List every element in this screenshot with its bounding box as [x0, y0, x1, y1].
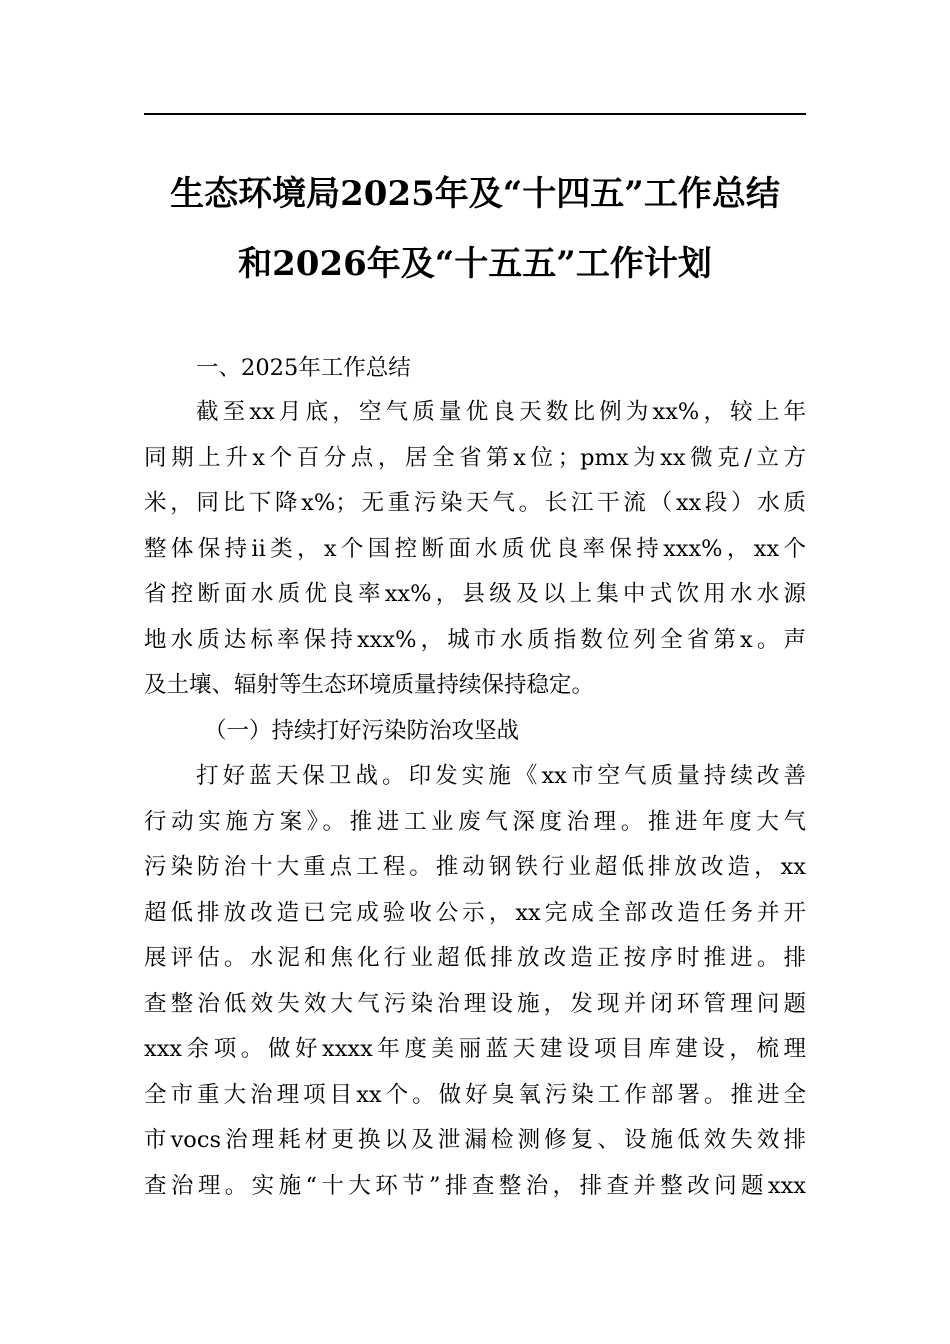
paragraph-line: 米，同比下降x%；无重污染天气。长江干流（xx段）水质 [144, 490, 806, 516]
section-heading: 一、2025年工作总结 [196, 355, 411, 381]
paragraph-line: 省控断面水质优良率xx%，县级及以上集中式饮用水水源 [144, 581, 806, 607]
paragraph-line: 展评估。水泥和焦化行业超低排放改造正按序时推进。排 [144, 945, 806, 971]
paragraph-line: 查整治低效失效大气污染治理设施，发现并闭环管理问题 [144, 990, 806, 1017]
paragraph-line: 同期上升x个百分点，居全省第x位；pmx为xx微克/立方 [144, 444, 806, 471]
document-body [144, 390, 806, 1209]
document-title-line-1: 生态环境局2025年及“十四五”工作总结 [170, 174, 780, 214]
document-title-line-2: 和2026年及“十五五”工作计划 [238, 244, 712, 284]
paragraph-line: 整体保持ii类，x个国控断面水质优良率保持xxx%，xx个 [144, 535, 806, 562]
header-rule [144, 113, 806, 115]
paragraph-line: 超低排放改造已完成验收公示，xx完成全部改造任务并开 [144, 899, 806, 926]
paragraph-line: 地水质达标率保持xxx%，城市水质指数位列全省第x。声 [144, 626, 806, 653]
paragraph-line: 截至xx月底，空气质量优良天数比例为xx%，较上年 [196, 399, 806, 425]
paragraph-line: 污染防治十大重点工程。推动钢铁行业超低排放改造，xx [144, 854, 806, 880]
paragraph-line: 行动实施方案》。推进工业废气深度治理。推进年度大气 [144, 808, 806, 835]
paragraph-line: 打好蓝天保卫战。印发实施《xx市空气质量持续改善 [196, 763, 806, 789]
paragraph-line: 及土壤、辐射等生态环境质量持续保持稳定。 [144, 672, 595, 698]
paragraph-line: 全市重大治理项目xx个。做好臭氧污染工作部署。推进全 [144, 1081, 806, 1108]
subsection-heading: （一）持续打好污染防治攻坚战 [204, 717, 520, 744]
paragraph-line: 查治理。实施“十大环节”排查整治，排查并整改问题xxx [144, 1172, 806, 1199]
paragraph-line: xxx余项。做好xxxx年度美丽蓝天建设项目库建设，梳理 [144, 1036, 806, 1062]
paragraph-line: 市vocs治理耗材更换以及泄漏检测修复、设施低效失效排 [144, 1127, 806, 1153]
